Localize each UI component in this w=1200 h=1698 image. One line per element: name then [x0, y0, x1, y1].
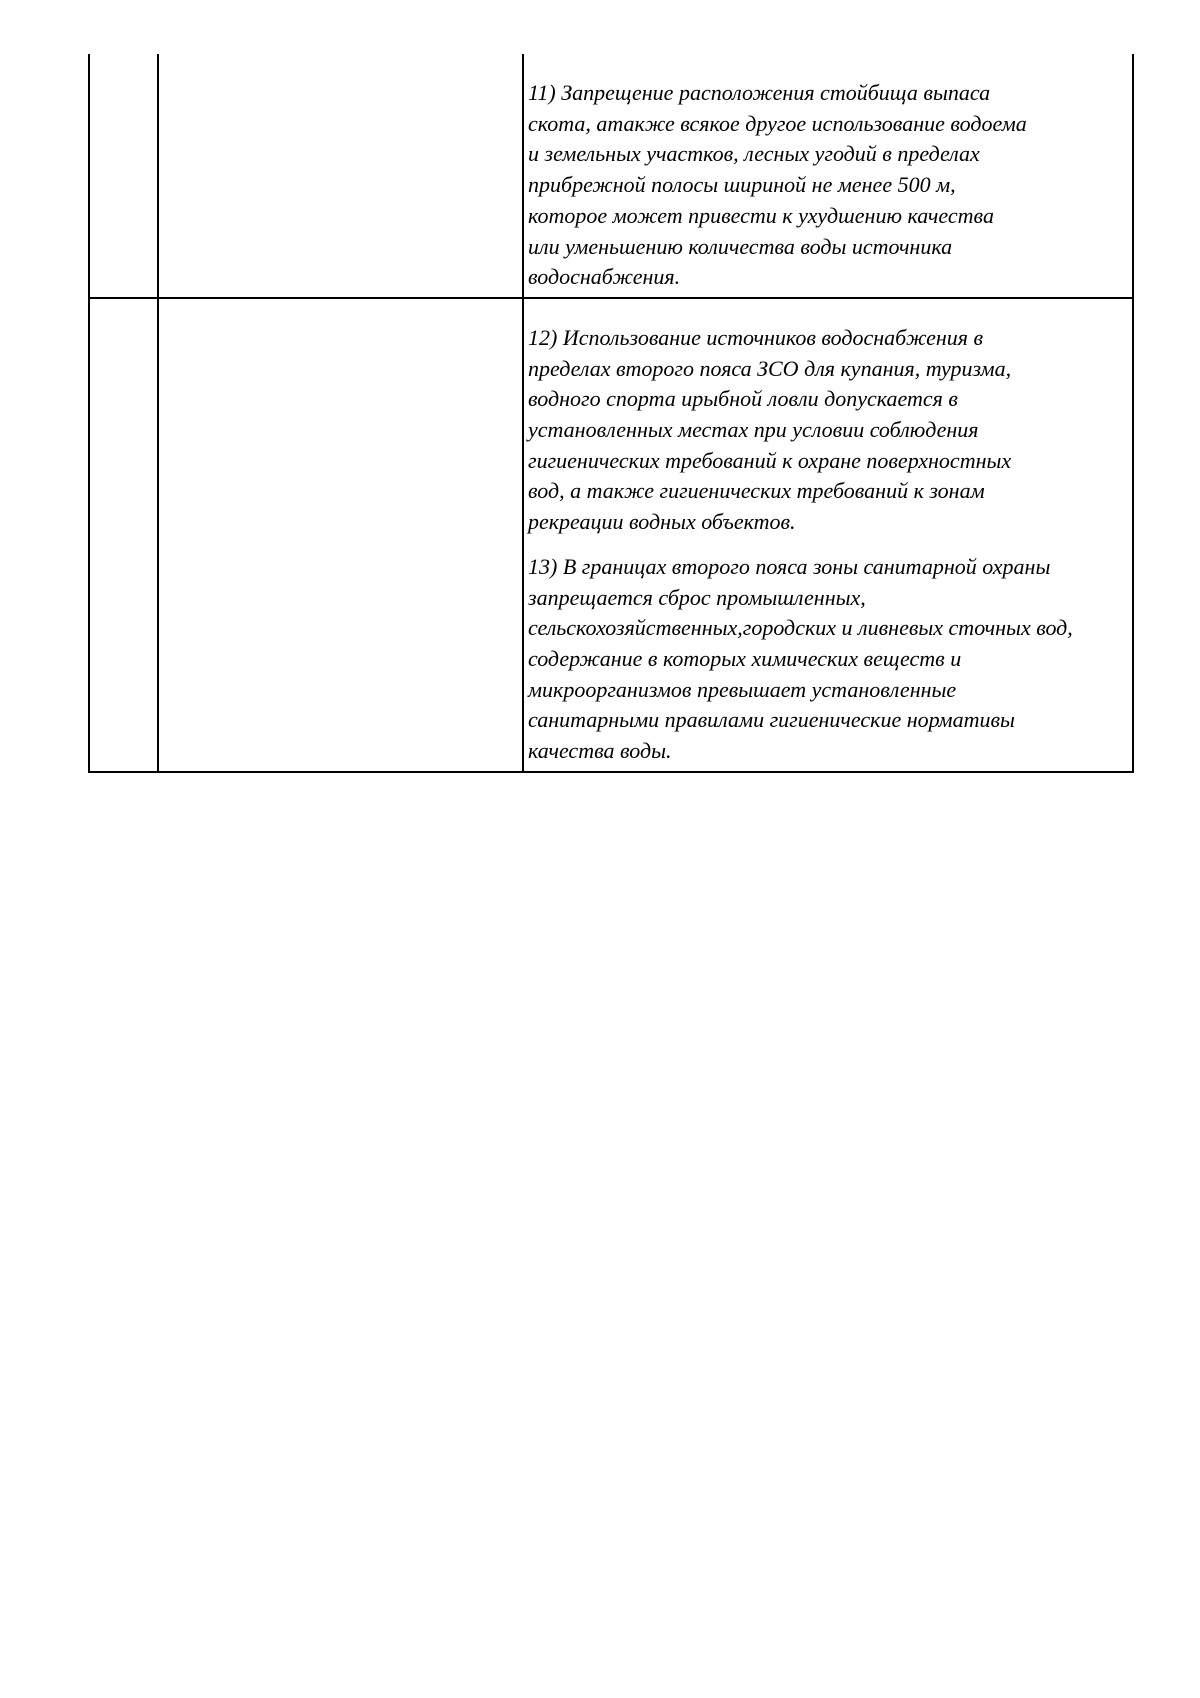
requirement-paragraph-13: 13) В границах второго пояса зоны санитарной охраны запрещается сброс промышленных, сельскохозяйственных,городских и ливневых сточных вод, содержание в которых химических веществ и микроорганизмов превышает установленные санитарными правилами гигиенические нормативы качества воды. [528, 553, 1073, 764]
row-name-cell [158, 298, 523, 772]
requirement-paragraph-12: 12) Использование источников водоснабжения в пределах второго пояса ЗСО для купания, туризма, водного спорта ирыбной ловли допускается в установленных местах при условии соблюдения гигиенических требований к охране поверхностных вод, а также гигиенических требований к зонам рекреации водных объектов. [528, 324, 1012, 535]
row-name-cell [158, 54, 523, 298]
requirement-paragraph-11: 11) Запрещение расположения стойбища выпаса скота, атакже всякое другое использование водоема и земельных участков, лесных угодий в пределах прибрежной полосы шириной не менее 500 м, которое может привести к ухудшению качества или уменьшению количества воды источника водоснабжения. [528, 80, 1027, 290]
table-row [89, 298, 1133, 772]
row-number-cell [89, 54, 158, 298]
row-number-cell [89, 298, 158, 772]
table-row [89, 54, 1133, 298]
requirements-table [88, 54, 1134, 773]
row-text-cell [523, 298, 1133, 772]
row-text-cell [523, 54, 1133, 298]
